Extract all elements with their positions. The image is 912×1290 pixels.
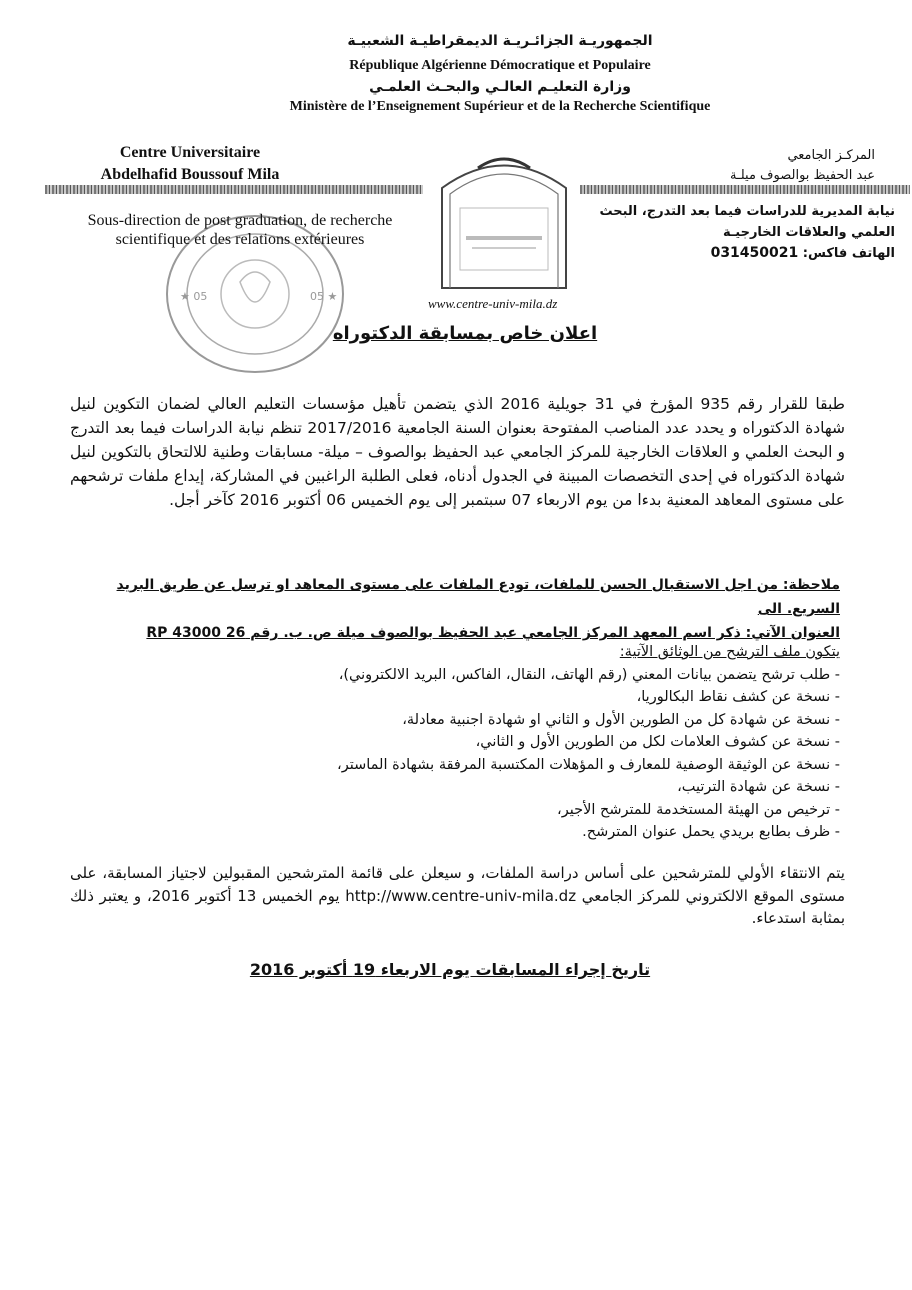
svg-text:★ 05: ★ 05 xyxy=(180,290,208,303)
institution-name-arabic xyxy=(700,146,875,186)
subdirection-fr-line2: scientifique et des relations extérieures xyxy=(115,231,365,248)
list-item: - نسخة عن كشوف العلامات لكل من الطورين الأول و الثاني، xyxy=(475,734,840,750)
phone-number: 031450021 xyxy=(710,245,799,261)
institution-name-fr-line2: Abdelhafid Boussouf Mila xyxy=(100,166,280,183)
list-item: - نسخة عن الوثيقة الوصفية للمعارف و المؤهلات المكتسبة المرفقة بشهادة الماستر، xyxy=(337,756,840,773)
documents-heading: يتكون ملف الترشح من الوثائق الآتية: xyxy=(619,644,840,660)
subdirection-ar-line2: العلمي والعلاقات الخارجيـة xyxy=(722,225,895,240)
republic-arabic: الجمهوريـة الجزائـريـة الديمقراطيـة الشعبيـة xyxy=(347,33,653,49)
intro-paragraph: طبقا للقرار رقم 935 المؤرخ في 31 جويلية 2016 الذي يتضمن تأهيل مؤسسات التعليم العالي لضمان التكوين لنيل شهادة الدكتوراه و يحدد عدد المناصب المفتوحة بعنوان السنة الجامعية 2017/2016 تنظم نيابة الدراسات فيما بعد التدرج و البحث العلمي و العلاقات الخارجية للمركز الجامعي عبد الحفيظ بوالصوف – ميلة- مسابقات وطنية للالتحاق بالتكوين لنيل شهادة الدكتوراه في إحدى التخصصات المبينة في الجدول أدناه، فعلى الطلبة الراغبين في المشاركة، إيداع ملفات ترشحهم على مستوى المعاهد المعنية بدءا من يوم الاربعاء 07 سبتمبر إلى يوم الخميس 06 أكتوبر 2016 كآخر أجل. xyxy=(70,395,845,509)
list-item: - نسخة عن شهادة كل من الطورين الأول و الثاني او شهادة اجنبية معادلة، xyxy=(402,711,840,728)
institution-name-french xyxy=(82,142,298,186)
list-item: - ظرف بطابع بريدي يحمل عنوان المترشح. xyxy=(582,824,840,840)
note-line2: العنوان الآتي: ذكر اسم المعهد المركز الجامعي عبد الحفيظ بوالصوف ميلة ص. ب. رقم 26 RP 43000 xyxy=(146,625,840,641)
list-item: - نسخة عن شهادة الترتيب، xyxy=(677,779,840,795)
university-logo xyxy=(420,148,588,298)
subdirection-ar-line1: نيابة المديرية للدراسات فيما بعد التدرج، البحث xyxy=(599,204,895,219)
documents-section xyxy=(230,641,840,844)
republic-french: République Algérienne Démocratique et Populaire xyxy=(349,58,651,73)
institution-name-ar-line2: عبد الحفيظ بوالصوف ميلـة xyxy=(729,168,875,183)
documents-list xyxy=(230,664,840,844)
institution-name-fr-line1: Centre Universitaire xyxy=(119,144,261,161)
subdirection-fr-line1: Sous-direction de post graduation, de recherche xyxy=(87,212,393,229)
note-line1: ملاحظة: من اجل الاستقبال الحسن للملفات، تودع الملفات على مستوى المعاهد او ترسل عن طريق البريد السريع. الى xyxy=(116,577,840,617)
closing-paragraph: يتم الانتقاء الأولي للمترشحين على أساس دراسة الملفات، و سيعلن على قائمة المترشحين المقبولين لاجتياز المسابقة، على مستوى الموقع الالكتروني للمركز الجامعي http://www.centre-univ-mila.dz يوم الخميس 13 أكتوبر 2016، و يعتبر ذلك بمثابة استدعاء. xyxy=(70,864,846,927)
header-band-left xyxy=(45,185,423,194)
svg-text:05 ★: 05 ★ xyxy=(310,290,338,303)
announcement-title: اعلان خاص بمسابقة الدكتوراه xyxy=(332,323,598,344)
list-item: - ترخيص من الهيئة المستخدمة للمترشح الأجير، xyxy=(557,801,840,818)
header-band-right xyxy=(580,185,910,194)
list-item: - طلب ترشح يتضمن بيانات المعني (رقم الهاتف، النقال، الفاكس، البريد الالكتروني)، xyxy=(338,666,840,683)
list-item: - نسخة عن كشف نقاط البكالوريا، xyxy=(636,689,840,705)
phone-label: الهاتف فاكس: xyxy=(802,246,895,261)
website-url: www.centre-univ-mila.dz xyxy=(428,296,558,311)
submission-note xyxy=(80,573,840,645)
ministry-french: Ministère de l’Enseignement Supérieur et de la Recherche Scientifique xyxy=(289,99,711,114)
ministry-arabic: وزارة التعليـم العالـي والبحـث العلمـي xyxy=(369,79,631,95)
institution-name-ar-line1: المركـز الجامعي xyxy=(787,148,875,163)
subdirection-arabic xyxy=(590,201,895,264)
phone-fax xyxy=(590,243,895,264)
exam-date: تاريخ إجراء المسابقات يوم الاربعاء 19 أكتوبر 2016 xyxy=(249,960,651,979)
university-logo-graphic xyxy=(420,148,588,298)
subdirection-french xyxy=(40,211,440,249)
